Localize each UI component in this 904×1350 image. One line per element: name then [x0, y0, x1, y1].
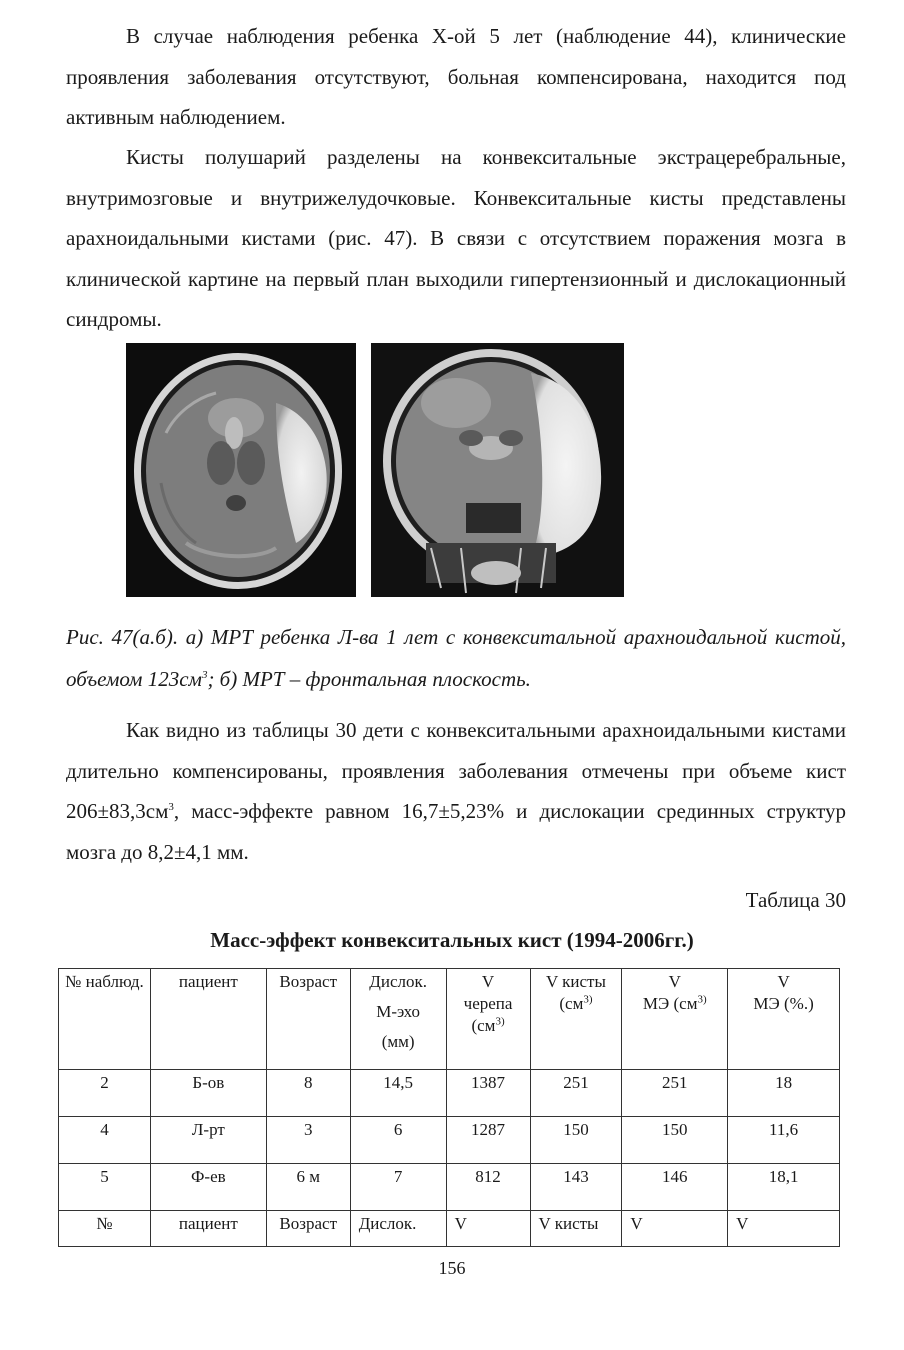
table-row — [59, 1164, 840, 1211]
header-cell-skull-volume: V черепа ($см^{3)}$ — [446, 969, 530, 1070]
header-cell-number: № наблюд. — [59, 969, 151, 1070]
table-cell: 18 — [728, 1070, 840, 1117]
paragraph-2: Кисты полушарий разделены на конвекситальные экстрацеребральные, внутримозговые и внутрижелудочковые. Конвекситальные кисты представлены арахноидальными кистами (рис. 47). В связи с отсутствием поражения мозга в клинической картине на первый план выходили гипертензионный и дислокационный синдромы. — [66, 145, 846, 331]
mri-coronal-image — [371, 343, 624, 597]
figure-caption — [66, 616, 846, 700]
table-cell: Дислок. — [350, 1211, 446, 1247]
table-cell: 6 — [350, 1117, 446, 1164]
header-cell-mass-effect-volume: V МЭ ($см^{3)}$ — [622, 969, 728, 1070]
table-cell: Ф-ев — [150, 1164, 266, 1211]
header-cell-mass-effect-percent: V МЭ (%.) — [728, 969, 840, 1070]
table-row — [59, 1070, 840, 1117]
table-repeated-header-row — [59, 1211, 840, 1247]
table-cell: 2 — [59, 1070, 151, 1117]
table-title: Масс-эффект конвекситальных кист (1994-2006гг.) — [210, 928, 694, 952]
table-cell: 1287 — [446, 1117, 530, 1164]
table-cell: 812 — [446, 1164, 530, 1211]
table-cell: V — [446, 1211, 530, 1247]
table-cell: V кисты — [530, 1211, 622, 1247]
table-cell: № — [59, 1211, 151, 1247]
table-cell: 251 — [530, 1070, 622, 1117]
table-cell: V — [728, 1211, 840, 1247]
mri-axial-image — [126, 343, 356, 597]
table-cell: Б-ов — [150, 1070, 266, 1117]
header-cell-age: Возраст — [266, 969, 350, 1070]
table-cell: 5 — [59, 1164, 151, 1211]
table-cell: Л-рт — [150, 1117, 266, 1164]
table-cell: 14,5 — [350, 1070, 446, 1117]
table-label: Таблица 30 — [745, 888, 846, 912]
header-cell-patient: пациент — [150, 969, 266, 1070]
paragraph-3 — [66, 710, 846, 872]
table-cell: 4 — [59, 1117, 151, 1164]
table-cell: пациент — [150, 1211, 266, 1247]
paragraph-3-text: Как видно из таблицы 30 дети с конвекситальными арахноидальными кистами длительно компенсированы, проявления заболевания отмечены при объеме кист 206±83,3см — [66, 718, 846, 823]
table-cell: 251 — [622, 1070, 728, 1117]
table-cell: 3 — [266, 1117, 350, 1164]
table-cell: 18,1 — [728, 1164, 840, 1211]
table-cell: 8 — [266, 1070, 350, 1117]
caption-text-end: ; б) МРТ – фронтальная плоскость. — [207, 667, 531, 691]
table-header-row — [59, 969, 840, 1070]
table-cell: 150 — [530, 1117, 622, 1164]
mass-effect-table — [58, 968, 840, 1247]
table-cell: 1387 — [446, 1070, 530, 1117]
table-cell: 6 м — [266, 1164, 350, 1211]
page-number: 156 — [438, 1258, 466, 1278]
table-cell: V — [622, 1211, 728, 1247]
table-cell: Возраст — [266, 1211, 350, 1247]
table-cell: 150 — [622, 1117, 728, 1164]
table-cell: 146 — [622, 1164, 728, 1211]
paragraph-3-text-end: , масс-эффекте равном 16,7±5,23% и дислокации срединных структур мозга до 8,2±4,1 мм. — [66, 799, 846, 864]
header-cell-cyst-volume: V кисты ($см^{3)}$ — [530, 969, 622, 1070]
caption-superscript: 3 — [201, 669, 208, 681]
table-cell: 143 — [530, 1164, 622, 1211]
table-row — [59, 1117, 840, 1164]
header-cell-dislocation: Дислок. М-эхо (мм) — [350, 969, 446, 1070]
table-cell: 7 — [350, 1164, 446, 1211]
caption-text: Рис. 47(а.б). а) МРТ ребенка Л-ва 1 лет с конвекситальной арахноидальной кистой, объемом 123см — [66, 625, 846, 691]
paragraph-1: В случае наблюдения ребенка Х-ой 5 лет (наблюдение 44), клинические проявления заболевания отсутствуют, больная компенсирована, находится под активным наблюдением. — [66, 24, 846, 129]
table-cell: 11,6 — [728, 1117, 840, 1164]
paragraph-3-superscript: 3 — [168, 801, 174, 813]
